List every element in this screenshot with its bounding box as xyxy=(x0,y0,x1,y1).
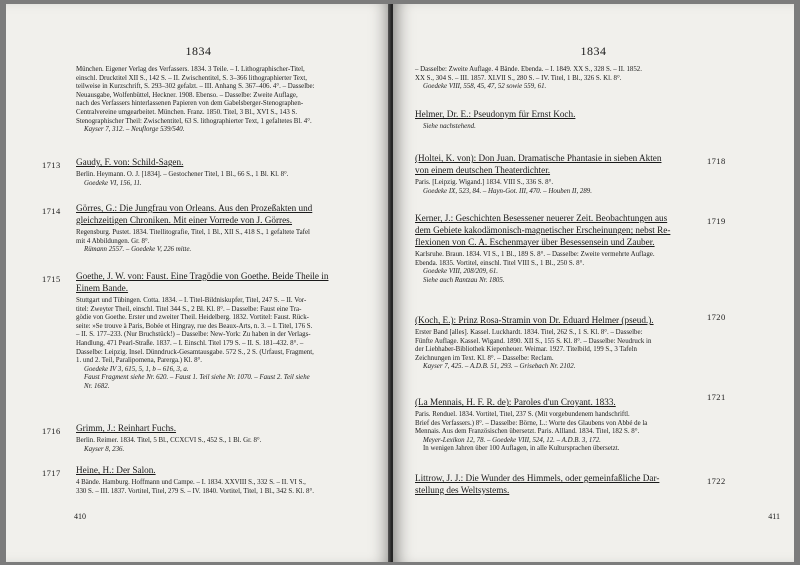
entry-number: 1722 xyxy=(707,476,726,486)
entry-reference: Goedeke IV 3, 615, 5, 1, b – 616, 3, a. xyxy=(84,365,189,373)
text-line: mit 4 Abbildungen. Gr. 8°. xyxy=(76,237,150,245)
entry-title: stellung des Weltsystems. xyxy=(415,485,510,495)
entry-1718 xyxy=(415,152,705,196)
entry-1716 xyxy=(76,422,376,454)
entry-reference: Goedeke IX, 523, 84. – Hayn-Got. III, 470. – Houben II, 289. xyxy=(423,187,592,195)
entry-reference: Rümann 2557. – Goedeke V, 226 mitte. xyxy=(84,246,192,254)
entry-title: Goethe, J. W. von: Faust. Eine Tragödie von Goethe. Beide Theile in xyxy=(76,271,329,281)
page-number: 410 xyxy=(74,512,86,521)
entry-number: 1717 xyxy=(42,468,61,478)
entry-1722 xyxy=(415,472,705,496)
entry-title: Heine, H.: Der Salon. xyxy=(76,465,156,475)
entry-number: 1713 xyxy=(42,160,61,170)
entry-reference: Kayser 7, 425. – A.D.B. 51, 293. – Grisebach Nr. 2102. xyxy=(423,363,576,371)
text-line: teilweise in Kurzschrift, S. 293–302 gefalzt. – III. Anhang S. 367–406. 4°. – Dasselbe: xyxy=(76,83,315,91)
entry-number: 1721 xyxy=(707,392,726,402)
text-line: München. Eigener Verlag des Verfassers. 1834. 3 Teile. – I. Lithographischer-Titel, xyxy=(76,66,305,73)
entry-1717 xyxy=(76,464,376,496)
text-line: – II. S. 177–233. (Nur Bruchstück!) – Dasselbe: New-York: Zu haben in der Verlags- xyxy=(76,331,311,339)
text-line: 330 S. – III. 1837. Vortitel, Titel, 279 S. – IV. 1840. Vortitel, Titel, 1 Bl., 342 S. Kl. 8°. xyxy=(76,487,314,495)
entry-reference: Goedeke VI, 156, 11. xyxy=(84,179,142,187)
text-line: titel: Zweyter Theil, einschl. Titel 344 S., 2 Bl. Kl. 8°. – Dasselbe: Faust eine Tra- xyxy=(76,305,302,313)
entry-reference: Kayser 8, 236. xyxy=(84,445,125,453)
text-line: Karlsruhe. Braun. 1834. VI S., 1 Bl., 189 S. 8°. – Dasselbe: Zweite vermehrte Auflage. xyxy=(415,251,655,258)
entry-number: 1718 xyxy=(707,156,726,166)
text-line: Ebenda. 1835. Vortitel, einschl. Titel VIII S., 1 Bl., 250 S. 8°. xyxy=(415,259,585,267)
entry-body xyxy=(415,411,705,437)
text-line: Dasselbe: Leipzig. Insel. Dünndruck-Gesamtausgabe. 572 S., 2 S. (Urfaust, Fragment, xyxy=(76,348,314,356)
reference-line: Goedeke VIII, 558, 45, 47, 52 sowie 559, 61. xyxy=(423,83,547,91)
text-line: Erster Band [alles]. Kassel. Luckhardt. 1834. Titel, 262 S., 1 S. Kl. 8°. – Dasselbe: xyxy=(415,329,643,336)
page-number: 411 xyxy=(768,512,780,521)
continuation-text xyxy=(76,66,376,135)
reference-line: Kayser 7, 312. – Neuflorge 539/540. xyxy=(84,126,185,134)
entry-title: Gaudy, F. von: Schild-Sagen. xyxy=(76,157,184,167)
running-head-year: 1834 xyxy=(185,44,212,58)
entry-body xyxy=(76,479,376,496)
entry-reference: Meyer-Lexikon 12, 78. – Goedeke VIII, 524, 12. – A.D.B. 3, 172. xyxy=(423,436,601,444)
text-line: Neuausgabe, Wolfenbüttel, Heckner. 1908. Ebenso. – Dasselbe: Zweite Auflage, xyxy=(76,91,298,99)
text-line: Mennais. Aus dem Französischen übersetzt. Paris. Allland. 1834. Titel, 182 S. 8°. xyxy=(415,428,640,436)
entry-title: gleichzeitigen Chroniken. Mit einer Vorrede von J. Görres. xyxy=(76,215,293,225)
entry-note: In wenigen Jahren über 100 Auflagen, in alle Kultursprachen übersetzt. xyxy=(423,445,620,453)
entry-body: Berlin. Heymann. O. J. [1834]. – Gestochener Titel, 1 Bl., 66 S., 1 Bl. Kl. 8°. xyxy=(76,171,289,178)
entry-title: Littrow, J. J.: Die Wunder des Himmels, oder gemeinfaßliche Dar- xyxy=(415,473,660,483)
text-line: Stuttgart und Tübingen. Cotta. 1834. – I. Titel-Bildniskupfer, Titel, 247 S. – II. Vor- xyxy=(76,297,307,304)
text-line: gödie von Goethe. Erster und zweiter Theil. Heidelberg. 1832. Vortitel: Faust. Rück- xyxy=(76,314,309,322)
text-line: – Dasselbe: Zweite Auflage. 4 Bände. Ebenda. – I. 1849. XX S., 328 S. – II. 1852. xyxy=(415,66,642,73)
entry-number: 1714 xyxy=(42,206,61,216)
entry-body xyxy=(76,297,376,366)
text-line: nach des Verfassers hinterlassenen Papieren von dem Gabelsberger-Stenographen- xyxy=(76,100,304,108)
entry-reference: Nr. 1682. xyxy=(84,382,110,390)
continuation-text xyxy=(415,66,699,92)
left-page xyxy=(6,4,391,562)
entry-1721 xyxy=(415,396,705,454)
entry-1714 xyxy=(76,202,376,255)
entry-1713 xyxy=(76,156,376,188)
right-page xyxy=(393,4,794,562)
text-line: seite: »Se trouve à Paris, Bobée et Hingray, rue des Beaux-Arts, n. 3. – I. Titel, 176 S. xyxy=(76,322,313,330)
entry-reference: Goedeke VIII, 208/209, 61. xyxy=(423,268,499,276)
text-line: Brief des Verfassers.) 8°. – Dasselbe: Börne, L.: Worte des Glaubens von Abbé de la xyxy=(415,419,648,427)
text-line: Zeichnungen im Text. Kl. 8°. – Dasselbe: Reclam. xyxy=(415,354,554,362)
text-line: der Liebhaber-Bibliothek Kiepenheuer. Weimar. 1927. Titelbild, 199 S., 3 Tafeln xyxy=(415,346,637,354)
entry-helmer xyxy=(415,108,705,132)
entry-body: Berlin. Reimer. 1834. Titel, 5 Bl., CCXCVI S., 452 S., 1 Bl. Gr. 8°. xyxy=(76,437,262,444)
entry-title: flexionen von C. A. Eschenmayer über Besessensein und Zauber. xyxy=(415,237,655,247)
text-line: 4 Bände. Hamburg. Hoffmann und Campe. – I. 1834. XXVIII S., 332 S. – II. VI S., xyxy=(76,479,306,486)
text-line: Fünfte Auflage. Kassel. Wigand. 1890. XII S., 155 S. Kl. 8°. – Dasselbe: Neudruck in xyxy=(415,337,652,345)
entry-body xyxy=(76,229,376,246)
text-line: 1. und 2. Teil, Paralipomena, Parerga.) Kl. 8°. xyxy=(76,357,203,365)
entry-title: (Koch, E.): Prinz Rosa-Stramin von Dr. Eduard Helmer (pseud.). xyxy=(415,315,654,325)
entry-1720 xyxy=(415,314,705,372)
text-line: Handlung, 471 Pearl-Straße. 1837. – I. Einschl. Titel 179 S. – II. S. 181–432. 8°. – xyxy=(76,339,304,347)
entry-number: 1716 xyxy=(42,426,61,436)
entry-title: von einem deutschen Theaterdichter. xyxy=(415,165,551,175)
entry-title: (Holtei, K. von): Don Juan. Dramatische Phantasie in sieben Akten xyxy=(415,153,662,163)
entry-body xyxy=(415,329,705,363)
entry-body xyxy=(415,251,705,268)
text-line: einschl. Drucktitel XII S., 142 S. – II. Zwischentitel, S. 3–366 lithographierter Text, xyxy=(76,74,307,82)
text-line: Stenographischer Theil: Zwischentitel, 63 S. lithographierter Text, 1 gefaltetes Bl. 4°. xyxy=(76,117,312,125)
text-line: Regensburg. Pustet. 1834. Titellitografie, Titel, 1 Bl., XII S., 418 S., 1 gefaltete Tafel xyxy=(76,229,310,236)
entry-title: Helmer, Dr. E.: Pseudonym für Ernst Koch. xyxy=(415,109,576,119)
entry-1715 xyxy=(76,270,376,392)
entry-body: Paris. [Leipzig. Wigand.] 1834. VIII S., 336 S. 8°. xyxy=(415,179,554,186)
entry-reference: Faust Fragment siehe Nr. 620. – Faust 1. Teil siehe Nr. 1070. – Faust 2. Teil siehe xyxy=(84,374,310,382)
entry-title: Kerner, J.: Geschichten Besessener neuerer Zeit. Beobachtungen aus xyxy=(415,213,668,223)
running-head-year: 1834 xyxy=(580,44,607,58)
text-line: Paris. Renduel. 1834. Vortitel, Titel, 237 S. (Mit vorgebundenem handschriftl. xyxy=(415,411,630,418)
entry-title: dem Gebiete kakodämonisch-magnetischer Erscheinungen; nebst Re- xyxy=(415,225,671,235)
entry-number: 1715 xyxy=(42,274,61,284)
entry-number: 1720 xyxy=(707,312,726,322)
entry-1719 xyxy=(415,212,705,285)
text-line: Centralvereine umgearbeitet. München. Franz. 1850. Titel, 3 Bl., XVI S., 143 S. xyxy=(76,108,298,116)
entry-title: (La Mennais, H. F. R. de): Paroles d'un Croyant. 1833. xyxy=(415,397,616,407)
entry-title: Grimm, J.: Reinhart Fuchs. xyxy=(76,423,177,433)
entry-number: 1719 xyxy=(707,216,726,226)
entry-title: Einem Bande. xyxy=(76,283,129,293)
entry-reference: Siehe nachstehend. xyxy=(423,123,476,130)
entry-reference: Siehe auch Rantzau Nr. 1805. xyxy=(423,276,505,284)
entry-title: Görres, G.: Die Jungfrau von Orleans. Aus den Prozeßakten und xyxy=(76,203,313,213)
text-line: XX S., 304 S. – III. 1857. XLVII S., 280 S. – IV. Titel, 1 Bl., 326 S. Kl. 8°. xyxy=(415,74,622,82)
